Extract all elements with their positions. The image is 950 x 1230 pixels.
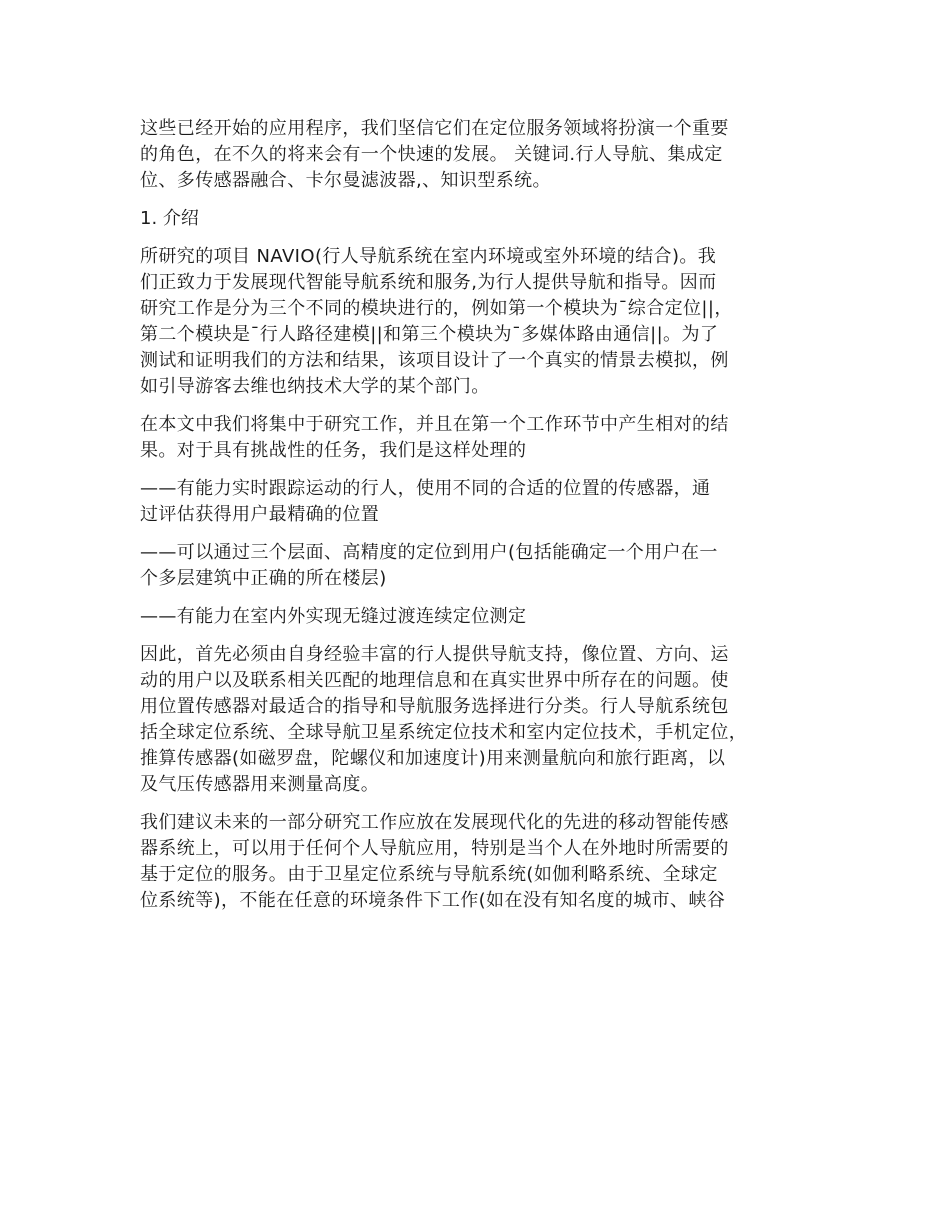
project-paragraph — [140, 244, 830, 400]
text-line: ——有能力实时跟踪运动的行人，使用不同的合适的位置的传感器，通 — [140, 478, 711, 499]
text-line: 位系统等)，不能在任意的环境条件下工作(如在没有知名度的城市、峡谷 — [140, 890, 726, 911]
document-page — [140, 116, 830, 926]
text-line: 动的用户以及联系相关匹配的地理信息和在真实世界中所存在的问题。使 — [140, 670, 729, 691]
text-line: 推算传感器(如磁罗盘，陀螺仪和加速度计)用来测量航向和旅行距离，以 — [140, 748, 726, 769]
future-work-paragraph — [140, 810, 830, 914]
text-line: 我们建议未来的一部分研究工作应放在发展现代化的先进的移动智能传感 — [140, 812, 729, 833]
text-line: 括全球定位系统、全球导航卫星系统定位技术和室内定位技术，手机定位， — [140, 722, 748, 743]
text-line: 如引导游客去维也纳技术大学的某个部门。 — [140, 376, 490, 397]
text-line: 研究工作是分为三个不同的模块进行的，例如第一个模块为¯综合定位||， — [140, 298, 733, 319]
text-line: 因此，首先必须由自身经验丰富的行人提供导航支持，像位置、方向、运 — [140, 644, 729, 665]
text-line: 基于定位的服务。由于卫星定位系统与导航系统(如伽利略系统、全球定 — [140, 864, 718, 885]
text-line: 的角色，在不久的将来会有一个快速的发展。 关键词.行人导航、集成定 — [140, 144, 723, 165]
sensors-paragraph — [140, 642, 830, 798]
bullet-item-positioning — [140, 540, 830, 592]
text-line: ——有能力在室内外实现无缝过渡连续定位测定 — [140, 606, 527, 627]
text-line: 个多层建筑中正确的所在楼层) — [140, 568, 387, 589]
section-heading: 1. 介绍 — [140, 208, 199, 229]
text-line: ——可以通过三个层面、高精度的定位到用户(包括能确定一个用户在一 — [140, 542, 718, 563]
bullet-item-seamless — [140, 604, 830, 630]
text-line: 过评估获得用户最精确的位置 — [140, 504, 380, 525]
text-line: 器系统上，可以用于任何个人导航应用，特别是当个人在外地时所需要的 — [140, 838, 729, 859]
text-line: 这些已经开始的应用程序，我们坚信它们在定位服务领域将扮演一个重要 — [140, 118, 729, 139]
text-line: 所研究的项目 NAVIO(行人导航系统在室内环境或室外环境的结合)。我 — [140, 246, 717, 267]
text-line: 及气压传感器用来测量高度。 — [140, 774, 380, 795]
text-line: 测试和证明我们的方法和结果，该项目设计了一个真实的情景去模拟，例 — [140, 350, 729, 371]
text-line: 位、多传感器融合、卡尔曼滤波器,、知识型系统。 — [140, 170, 551, 191]
intro-paragraph — [140, 116, 830, 194]
focus-paragraph — [140, 412, 830, 464]
text-line: 果。对于具有挑战性的任务，我们是这样处理的 — [140, 440, 527, 461]
text-line: 在本文中我们将集中于研究工作，并且在第一个工作环节中产生相对的结 — [140, 414, 729, 435]
text-line: 第二个模块是¯行人路径建模||和第三个模块为¯多媒体路由通信||。为了 — [140, 324, 719, 345]
text-line: 用位置传感器对最适合的指导和导航服务选择进行分类。行人导航系统包 — [140, 696, 729, 717]
bullet-item-tracking — [140, 476, 830, 528]
text-line: 们正致力于发展现代智能导航系统和服务,为行人提供导航和指导。因而 — [140, 272, 717, 293]
